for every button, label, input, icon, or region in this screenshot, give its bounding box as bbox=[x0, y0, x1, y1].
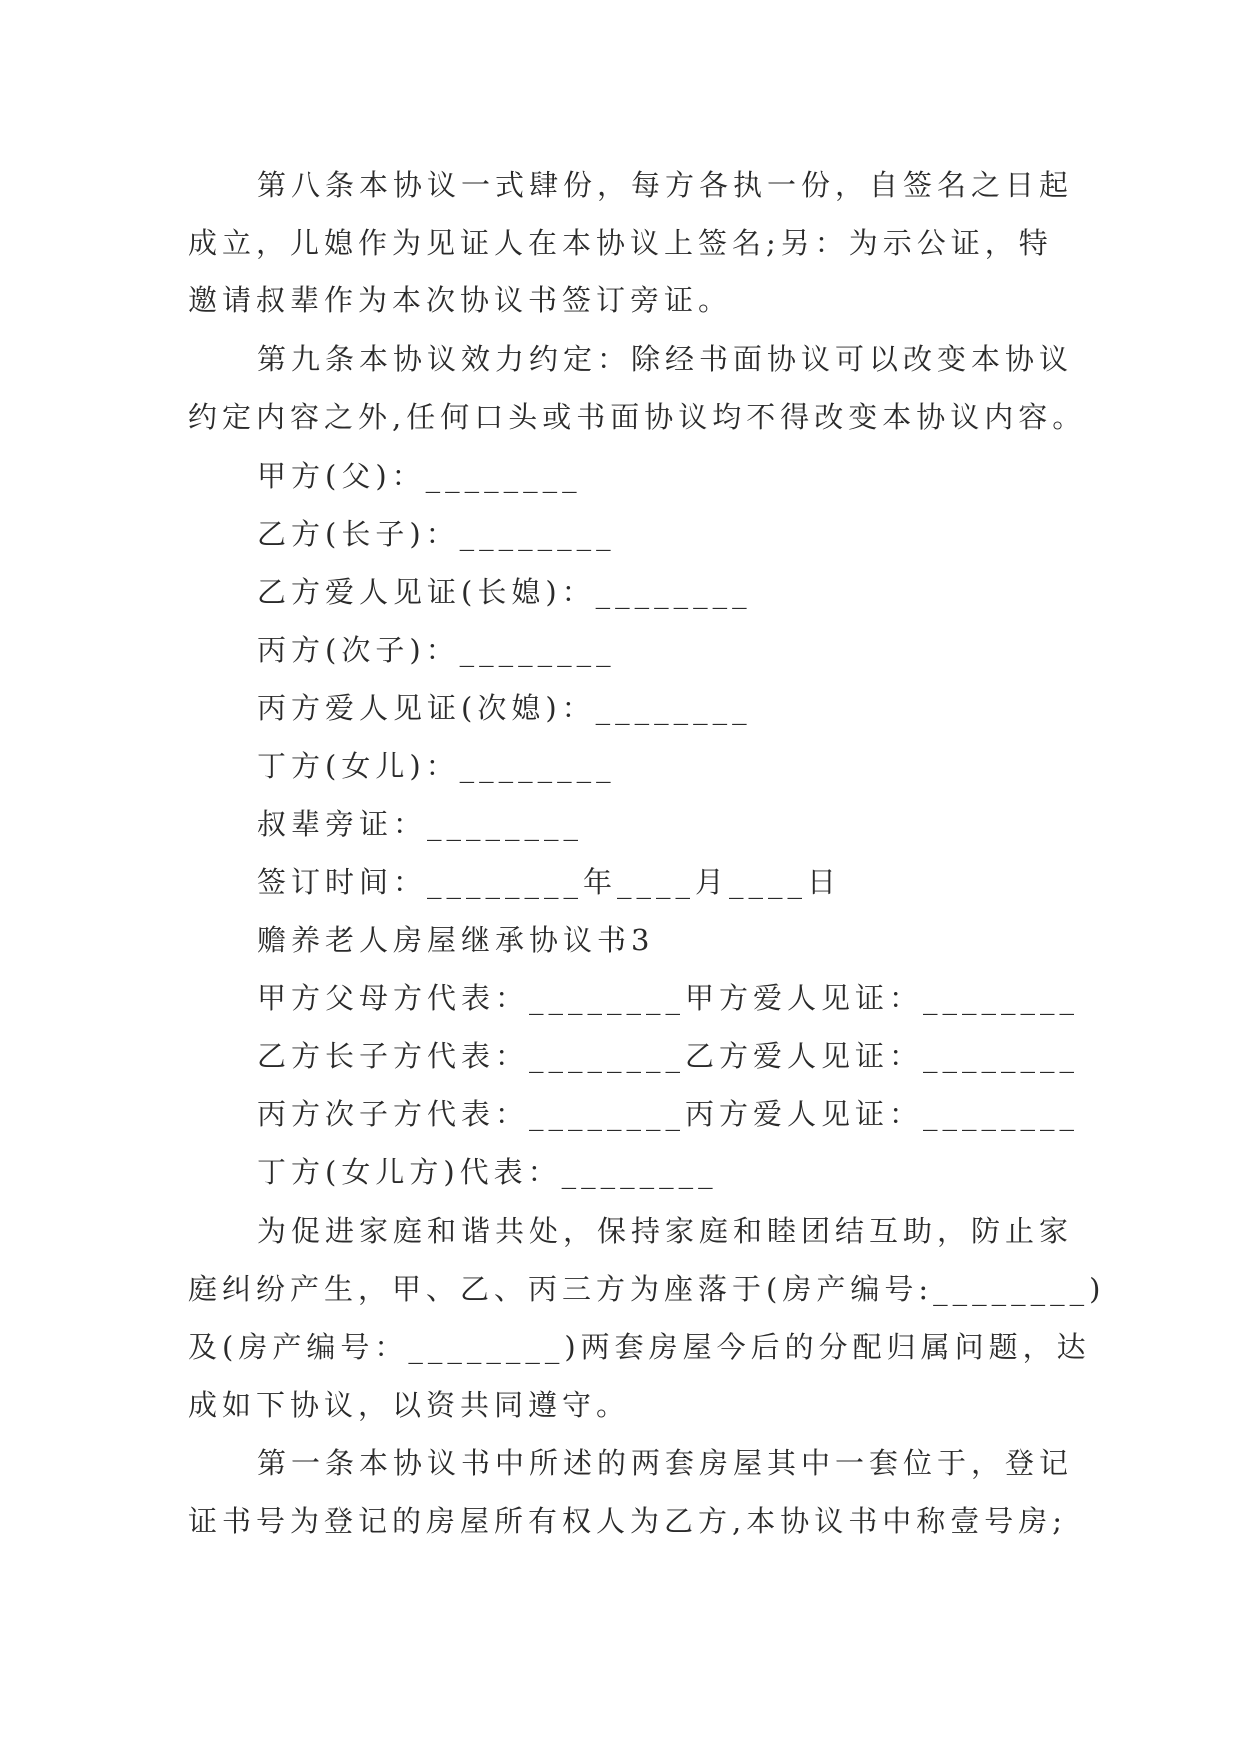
representative-party-d: 丁方(女儿方)代表：________ bbox=[257, 1155, 718, 1189]
signature-party-a: 甲方(父)：________ bbox=[257, 459, 582, 493]
article-1-line-1: 第一条本协议书中所述的两套房屋其中一套位于，登记 bbox=[257, 1446, 1074, 1480]
signature-party-b: 乙方(长子)：________ bbox=[257, 517, 616, 551]
section-title: 赡养老人房屋继承协议书3 bbox=[257, 923, 655, 957]
signature-party-c: 丙方(次子)：________ bbox=[257, 633, 616, 667]
article-9-line-1: 第九条本协议效力约定：除经书面协议可以改变本协议 bbox=[257, 342, 1074, 376]
article-8-line-1: 第八条本协议一式肆份，每方各执一份，自签名之日起 bbox=[257, 168, 1074, 202]
article-9-line-2: 约定内容之外,任何口头或书面协议均不得改变本协议内容。 bbox=[188, 400, 1087, 434]
article-8-line-3: 邀请叔辈作为本次协议书签订旁证。 bbox=[188, 283, 733, 317]
signature-party-d: 丁方(女儿)：________ bbox=[257, 749, 616, 783]
representative-party-a: 甲方父母方代表：________甲方爱人见证：________ bbox=[257, 981, 1080, 1015]
article-1-line-2: 证书号为登记的房屋所有权人为乙方,本协议书中称壹号房; bbox=[188, 1504, 1067, 1538]
signature-witness-uncle: 叔辈旁证：________ bbox=[257, 807, 584, 841]
signature-party-b-spouse: 乙方爱人见证(长媳)：________ bbox=[257, 575, 752, 609]
preamble-line-1: 为促进家庭和谐共处，保持家庭和睦团结互助，防止家 bbox=[257, 1214, 1074, 1248]
article-8-line-2: 成立，儿媳作为见证人在本协议上签名;另：为示公证，特 bbox=[188, 226, 1053, 260]
signing-date: 签订时间：________年____月____日 bbox=[257, 865, 842, 899]
representative-party-b: 乙方长子方代表：________乙方爱人见证：________ bbox=[257, 1039, 1080, 1073]
preamble-line-3: 及(房产编号：________)两套房屋今后的分配归属问题，达 bbox=[188, 1330, 1091, 1364]
signature-party-c-spouse: 丙方爱人见证(次媳)：________ bbox=[257, 691, 752, 725]
preamble-line-2: 庭纠纷产生，甲、乙、丙三方为座落于(房产编号:________) bbox=[188, 1272, 1106, 1306]
preamble-line-4: 成如下协议，以资共同遵守。 bbox=[188, 1388, 631, 1422]
representative-party-c: 丙方次子方代表：________丙方爱人见证：________ bbox=[257, 1097, 1080, 1131]
